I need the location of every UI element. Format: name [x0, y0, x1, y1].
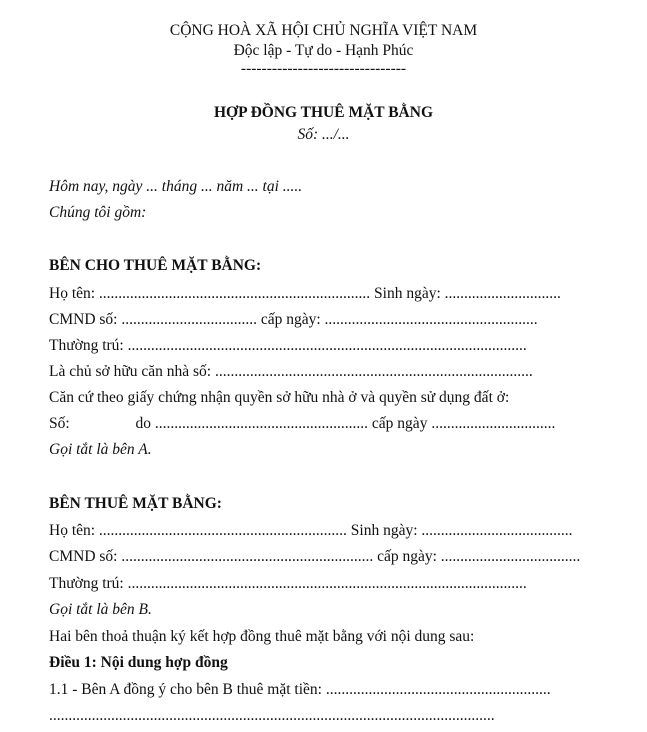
- party-a-alias: Gọi tắt là bên A.: [49, 441, 152, 458]
- party-a-heading: BÊN CHO THUÊ MẶT BẰNG:: [49, 257, 262, 274]
- party-b-residence-line: Thường trú: .......................................................................................................: [49, 575, 527, 592]
- contract-title: HỢP ĐỒNG THUÊ MẶT BẰNG: [213, 104, 434, 121]
- intro-date-line: Hôm nay, ngày ... tháng ... năm ... tại .....: [49, 178, 303, 195]
- party-b-heading: BÊN THUÊ MẶT BẰNG:: [49, 495, 222, 512]
- party-a-id-line: CMND số: ................................... cấp ngày: .......................................................: [49, 311, 538, 328]
- national-motto: Độc lập - Tự do - Hạnh Phúc: [233, 42, 414, 59]
- agreement-line: Hai bên thoả thuận ký kết hợp đồng thuê mặt bằng với nội dung sau:: [49, 628, 475, 645]
- party-a-residence-line: Thường trú: .......................................................................................................: [49, 337, 527, 354]
- party-b-name-line: Họ tên: ................................................................ Sinh ngày: .......................................: [49, 522, 573, 539]
- party-a-certificate-line: Số: do ....................................................... cấp ngày ................................: [49, 415, 556, 432]
- header-separator: --------------------------------: [240, 60, 407, 77]
- party-b-id-line: CMND số: ................................................................. cấp ngày: ....................................: [49, 548, 581, 565]
- party-a-owner-line: Là chủ sở hữu căn nhà số: ..................................................................................: [49, 363, 533, 380]
- article-1-continuation: ...................................................................................................................: [49, 707, 495, 724]
- intro-parties-line: Chúng tôi gồm:: [49, 204, 147, 221]
- party-a-name-line: Họ tên: ...................................................................... Sinh ngày: ..............................: [49, 285, 561, 302]
- party-b-alias: Gọi tắt là bên B.: [49, 601, 152, 618]
- contract-number: Số: .../...: [297, 126, 350, 143]
- party-a-basis-line: Căn cứ theo giấy chứng nhận quyền sở hữu nhà ở và quyền sử dụng đất ở:: [49, 389, 510, 406]
- article-1-item-1-1: 1.1 - Bên A đồng ý cho bên B thuê mặt tiền: ..........................................................: [49, 681, 551, 698]
- national-title: CỘNG HOÀ XÃ HỘI CHỦ NGHĨA VIỆT NAM: [169, 22, 478, 39]
- article-1-heading: Điều 1: Nội dung hợp đồng: [49, 654, 228, 671]
